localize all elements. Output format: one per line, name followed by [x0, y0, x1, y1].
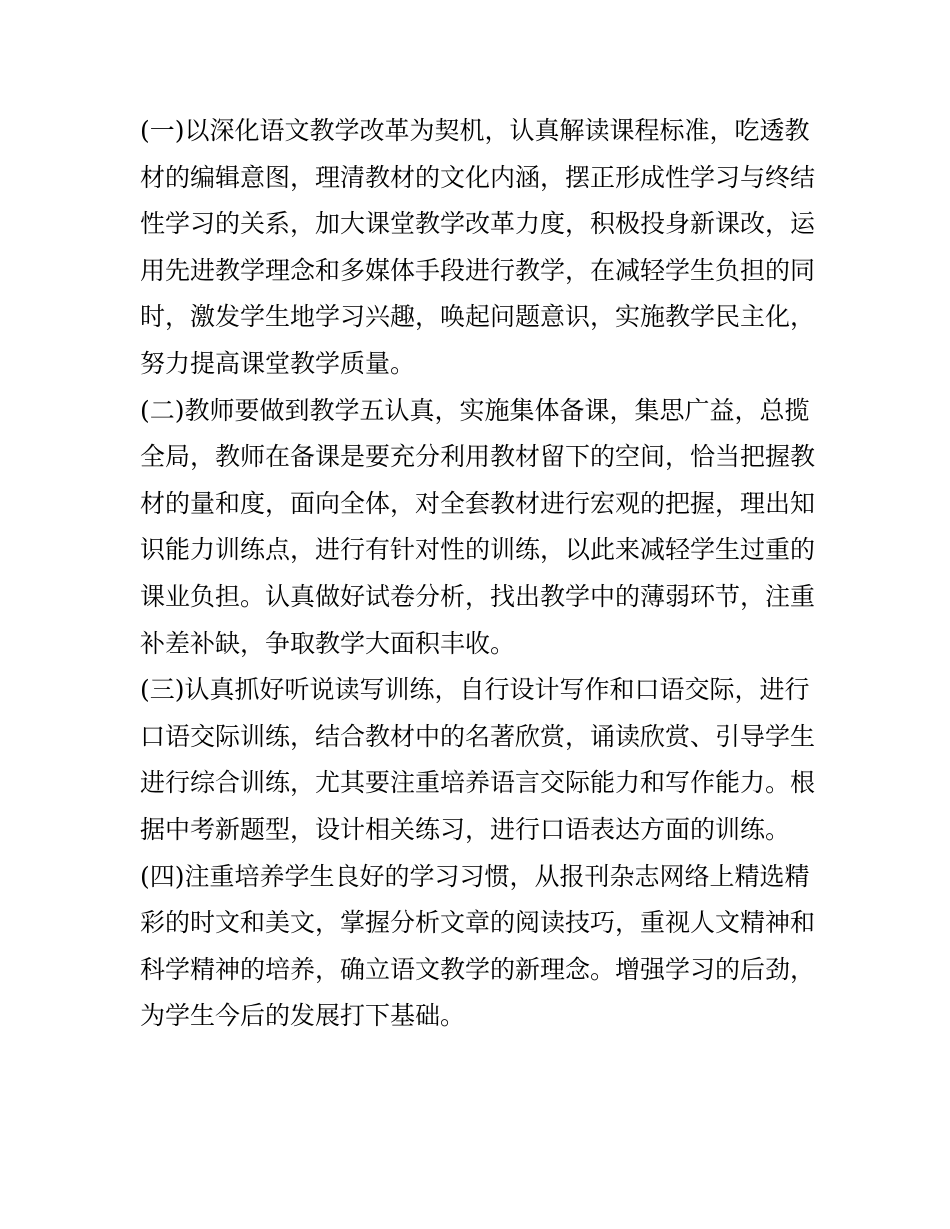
text-line: 材的量和度，面向全体，对全套教材进行宏观的把握，理出知	[140, 488, 816, 518]
text-line: 据中考新题型，设计相关练习，进行口语表达方面的训练。	[140, 814, 791, 844]
text-line: 努力提高课堂教学质量。	[140, 348, 416, 378]
paragraph-2	[140, 388, 816, 668]
text-line: 科学精神的培养，确立语文教学的新理念。增强学习的后劲，	[140, 954, 816, 984]
text-line: 补差补缺，争取教学大面积丰收。	[140, 628, 516, 658]
text-line: 性学习的关系，加大课堂教学改革力度，积极投身新课改，运	[140, 209, 816, 239]
text-line: 口语交际训练，结合教材中的名著欣赏，诵读欣赏、引导学生	[140, 721, 816, 751]
text-line: 全局，教师在备课是要充分利用教材留下的空间，恰当把握教	[140, 442, 816, 472]
text-line: 用先进教学理念和多媒体手段进行教学，在减轻学生负担的同	[140, 255, 816, 285]
text-line: 课业负担。认真做好试卷分析，找出教学中的薄弱环节，注重	[140, 581, 816, 611]
text-line: 进行综合训练，尤其要注重培养语言交际能力和写作能力。根	[140, 768, 816, 798]
text-line: (四)注重培养学生良好的学习习惯，从报刊杂志网络上精选精	[140, 861, 810, 891]
paragraph-1	[140, 108, 816, 388]
text-line: 为学生今后的发展打下基础。	[140, 1001, 466, 1031]
text-line: 识能力训练点，进行有针对性的训练，以此来减轻学生过重的	[140, 535, 816, 565]
text-line: 材的编辑意图，理清教材的文化内涵，摆正形成性学习与终结	[140, 162, 816, 192]
text-line: 彩的时文和美文，掌握分析文章的阅读技巧，重视人文精神和	[140, 908, 816, 938]
document-body	[140, 108, 816, 1040]
text-line: (三)认真抓好听说读写训练，自行设计写作和口语交际，进行	[140, 675, 810, 705]
text-line: (一)以深化语文教学改革为契机，认真解读课程标准，吃透教	[140, 116, 810, 145]
text-line: 时，激发学生地学习兴趣，唤起问题意识，实施教学民主化，	[140, 302, 816, 332]
paragraph-4	[140, 854, 816, 1040]
paragraph-3	[140, 667, 816, 853]
text-line: (二)教师要做到教学五认真，实施集体备课，集思广益，总揽	[140, 395, 810, 425]
